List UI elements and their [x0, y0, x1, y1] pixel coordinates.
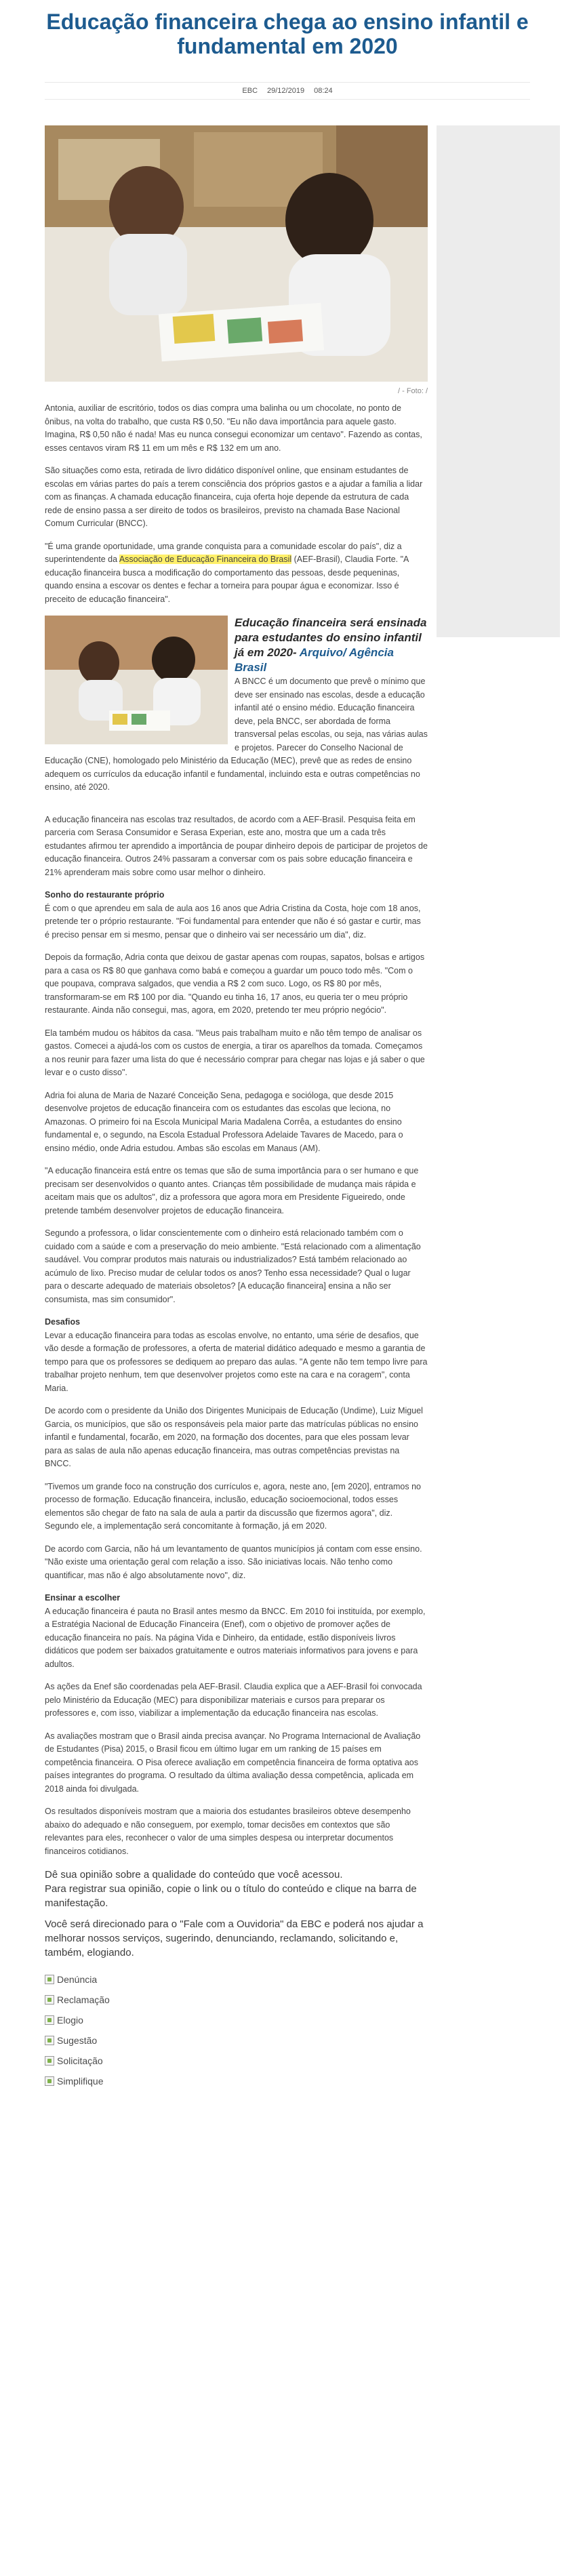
paragraph-text: (AEF-Brasil), Claudia Forte. "A educação financeira busca a modificação do comportamento das pessoas, desde pequeninas, quando ensina a escovar os dentes e fechar a torneira para poupar água e economizar. Isso é preceito de educação financeira". — [45, 555, 409, 604]
broken-image-icon — [45, 2015, 54, 2025]
paragraph: Adria foi aluna de Maria de Nazaré Conceição Sena, pedagoga e socióloga, que desde 2015 desenvolve projetos de educação financeira com os estudantes das escolas que leciona, no Amazonas. O primeiro foi na Escola Municipal Maria Madalena Corrêa, a estudantes do ensino fundamental e, o segundo, na Escola Estadual Professora Adelaide Tavares de Macedo, para o ensino médio, onde Adria estudou. Ambas são escolas em Manaus (AM). — [45, 1090, 403, 1153]
feedback-link-sugestao[interactable] — [45, 2030, 428, 2051]
feedback-link-reclamacao[interactable] — [45, 1990, 428, 2010]
section-heading: Ensinar a escolher — [45, 1593, 121, 1603]
section-heading: Sonho do restaurante próprio — [45, 890, 165, 900]
paragraph: De acordo com o presidente da União dos Dirigentes Municipais de Educação (Undime), Luiz Miguel Garcia, os municípios, que são os responsáveis pela maior parte das matrículas públicas no ensino infantil e fundamental, focarão, em 2020, na formação dos docentes, para que eles possam levar para as salas de aula não apenas educação financeira, mas outras competências previstas na BNCC. — [45, 1406, 423, 1468]
feedback-link-label[interactable]: Simplifique — [57, 2076, 104, 2087]
paragraph: É com o que aprendeu em sala de aula aos 16 anos que Adria Cristina da Costa, hoje com 18 anos, pretende ter o próprio restaurante. "Foi fundamental para entender que não é só gastar e curtir, mas é preciso pensar em si mesmo, pensar que o dinheiro vai ser necessário um dia", diz. — [45, 903, 421, 940]
hero-photo-illustration — [45, 125, 428, 382]
paragraph — [45, 540, 428, 607]
feedback-line-2: Para registrar sua opinião, copie o link ou o título do conteúdo e clique na barra de manifestação. — [45, 1883, 417, 1909]
caption-credit: Arquivo/ Agência Brasil — [235, 646, 394, 674]
broken-image-icon — [45, 1995, 54, 2005]
meta-date: 29/12/2019 — [267, 87, 305, 95]
paragraph: As avaliações mostram que o Brasil ainda precisa avançar. No Programa Internacional de Avaliação de Estudantes (Pisa) 2015, o Brasil ficou em último lugar em um ranking de 15 países em competência financeira. O Pisa oferece avaliação em competência financeira de forma optativa aos países integrantes do programa. O resultado da última avaliação dessa competência, aplicada em 2018 ainda foi divulgada. — [45, 1731, 421, 1794]
photo-credit: / - Foto: / — [397, 387, 428, 395]
feedback-link-denuncia[interactable] — [45, 1969, 428, 1990]
feedback-link-label[interactable]: Reclamação — [57, 1994, 110, 2005]
feedback-link-label[interactable]: Solicitação — [57, 2055, 103, 2066]
feedback-line-3: Você será direcionado para o "Fale com a Ouvidoria" da EBC e poderá nos ajudar a melhorar nossos serviços, sugerindo, denunciando, reclamando, solicitando e, também, elogiando. — [45, 1918, 424, 1958]
feedback-link-elogio[interactable] — [45, 2010, 428, 2030]
paragraph: De acordo com Garcia, não há um levantamento de quantos municípios já contam com esse ensino. "Não existe uma orientação geral com relação a isso. São iniciativas locais. Não tenho como quantificar, mas não é algo absolutamente novo", diz. — [45, 1544, 422, 1580]
paragraph: A educação financeira nas escolas traz resultados, de acordo com a AEF-Brasil. Pesquisa feita em parceria com Serasa Consumidor e Serasa Experian, este ano, mostra que um a cada três estudantes afirmou ter aprendido a importância de poupar dinheiro depois de participar de projetos de educação financeira. Outros 24% passaram a conversar com os pais sobre educação financeira e 21% aprenderam mais sobre como usar melhor o dinheiro. — [45, 814, 428, 877]
paragraph: Ela também mudou os hábitos da casa. "Meus pais trabalham muito e não têm tempo de analisar os gastos. Comecei a ajudá-los com os custos de energia, a tirar os aparelhos da tomada. Começamos a nos reunir para fazer uma lista do que é necessário comprar para chegar nas lojas e já saber o que levar e o custo disso". — [45, 1028, 425, 1077]
paragraph: São situações como esta, retirada de livro didático disponível online, que ensinam estudantes de escolas em várias partes do país a terem consciência dos próprios gastos e a ajudar a família a lidar com as finanças. A chamada educação financeira, cuja oferta hoje depende da estrutura de cada rede de ensino passa a ser direito de todos os brasileiros, previsto na chamada Base Nacional Comum Curricular (BNCC). — [45, 466, 423, 528]
inline-figure-block — [45, 616, 428, 804]
feedback-line — [45, 1868, 428, 1910]
meta-time: 08:24 — [314, 87, 333, 95]
inline-photo-illustration — [45, 616, 228, 744]
article-meta — [45, 82, 530, 100]
feedback-link-solicitacao[interactable] — [45, 2051, 428, 2071]
caption-text: Educação financeira será ensinada para estudantes do ensino infantil já em 2020- — [235, 616, 427, 659]
broken-image-icon — [45, 2076, 54, 2086]
broken-image-icon — [45, 2036, 54, 2045]
highlighted-link[interactable]: Associação de Educação Financeira do Brasil — [119, 555, 292, 564]
inline-photo — [45, 616, 228, 744]
section-heading: Desafios — [45, 1317, 81, 1327]
feedback-link-label[interactable]: Sugestão — [57, 2035, 98, 2046]
broken-image-icon — [45, 1975, 54, 1984]
paragraph: A BNCC é um documento que prevê o mínimo que deve ser ensinado nas escolas, desde a educação infantil até o ensino médio. Educação financeira deve, pela BNCC, ser abordada de forma transversal pelas escolas, ou seja, nas várias aulas e projetos. Parecer do Conselho Nacional de Educação (CNE), homologado pelo Ministério da Educação (MEC), prevê que as redes de ensino adequem os currículos da educação infantil e fundamental, incluindo esta e outras competências no ensino, até 2020. — [45, 677, 428, 792]
meta-source: EBC — [242, 87, 258, 95]
feedback-link-simplifique[interactable] — [45, 2071, 428, 2091]
paragraph: A educação financeira é pauta no Brasil antes mesmo da BNCC. Em 2010 foi instituída, por exemplo, a Estratégia Nacional de Educação Financeira (Enef), com o objetivo de promover ações de educação financeira no país. Na página Vida e Dinheiro, da entidade, estão disponíveis livros didáticos que podem ser baixados gratuitamente e outros materiais informativos para jovens e para adultos. — [45, 1606, 426, 1669]
paragraph: "A educação financeira está entre os temas que são de suma importância para o ser humano e que precisam ser desenvolvidos o quanto antes. Crianças têm possibilidade de mudança mais rápida e aceitam mais que os adultos", diz a professora que agora mora em Presidente Figueiredo, onde pretende também desenvolver projetos de educação financeira. — [45, 1166, 419, 1215]
paragraph-text: "É uma grande oportunidade, uma grande conquista para a comunidade escolar do país", diz a superintendente da — [45, 541, 402, 564]
article-body — [45, 402, 428, 1858]
paragraph: Os resultados disponíveis mostram que a maioria dos estudantes brasileiros obteve desempenho abaixo do adequado e não conseguem, por exemplo, tomar decisões em contextos que são relevantes para eles, reconhecer o valor de uma simples despesa ou interpretar documentos financeiros cotidianos. — [45, 1807, 411, 1856]
broken-image-icon — [45, 2056, 54, 2066]
paragraph: Antonia, auxiliar de escritório, todos os dias compra uma balinha ou um chocolate, no ponto de ônibus, na volta do trabalho, que custa R$ 0,50. "Eu não dava importância para aquele gasto. Imagina, R$ 0,50 não é nada! Mas eu nunca consegui economizar um centavo". Fazendo as contas, esses centavos viram R$ 11 em um mês e R$ 132 em um ano. — [45, 403, 422, 453]
paragraph: As ações da Enef são coordenadas pela AEF-Brasil. Claudia explica que a AEF-Brasil foi convocada pelo Ministério da Educação (MEC) para disponibilizar materiais e cursos para preparar os professores e, com isso, viabilizar a implementação da educação financeira nas escolas. — [45, 1682, 422, 1718]
feedback-note — [45, 1868, 428, 1960]
paragraph: Depois da formação, Adria conta que deixou de gastar apenas com roupas, sapatos, bolsas e artigos para a casa os R$ 80 que ganhava como babá e começou a guardar um pouco todo mês. "Com o que poupava, comprava salgados, que vendia a R$ 2 com suco. Logo, os R$ 80 por mês, transformaram-se em R$ 100 por dia. "Quando eu tinha 16, 17 anos, eu queria ter o meu próprio restaurante. Ainda não consegui, mas, agora, em 2020, pretendo ter meu próprio negócio". — [45, 952, 425, 1015]
sidebar-ad-placeholder — [437, 125, 560, 637]
paragraph: Levar a educação financeira para todas as escolas envolve, no entanto, uma série de desafios, que vão desde a formação de professores, a oferta de material didático adequado e mesmo a garantia de tempo para que os professores se dediquem ao preparo das aulas. "A gente não tem tempo livre para trabalhar projeto nenhum, tem que desenvolver projetos como este na cara e na coragem", conta Maria. — [45, 1330, 428, 1393]
article-title: Educação financeira chega ao ensino infantil e fundamental em 2020 — [46, 9, 529, 58]
paragraph: Segundo a professora, o lidar conscientemente com o dinheiro está relacionado também com o cuidado com a saúde e com a preservação do meio ambiente. "Está relacionado com a alimentação saudável. Vou comprar produtos mais naturais ou industrializados? Está também relacionado ao acúmulo de lixo. Preciso mudar de celular todos os anos? Tenho essa necessidade? Qual o lugar para o descarte adequado de materiais obsoletos? [A educação financeira] ensina a não ser consumista, mas sim consumidor". — [45, 1228, 421, 1304]
feedback-link-label[interactable]: Denúncia — [57, 1974, 98, 1985]
feedback-links — [45, 1969, 428, 2091]
feedback-line-1: Dê sua opinião sobre a qualidade do conteúdo que você acessou. — [45, 1869, 343, 1880]
feedback-link-label[interactable]: Elogio — [57, 2015, 83, 2026]
paragraph: "Tivemos um grande foco na construção dos currículos e, agora, neste ano, [em 2020], entramos no processo de formação. Educação financeira, inclusão, educação socioemocional, todos esses elementos são chegar de fato na sala de aula a partir da discussão que fizermos agora", diz. Segundo ele, a implementação será concomitante à formação, já em 2020. — [45, 1481, 421, 1531]
article-main — [45, 125, 428, 2091]
hero-photo — [45, 125, 428, 382]
